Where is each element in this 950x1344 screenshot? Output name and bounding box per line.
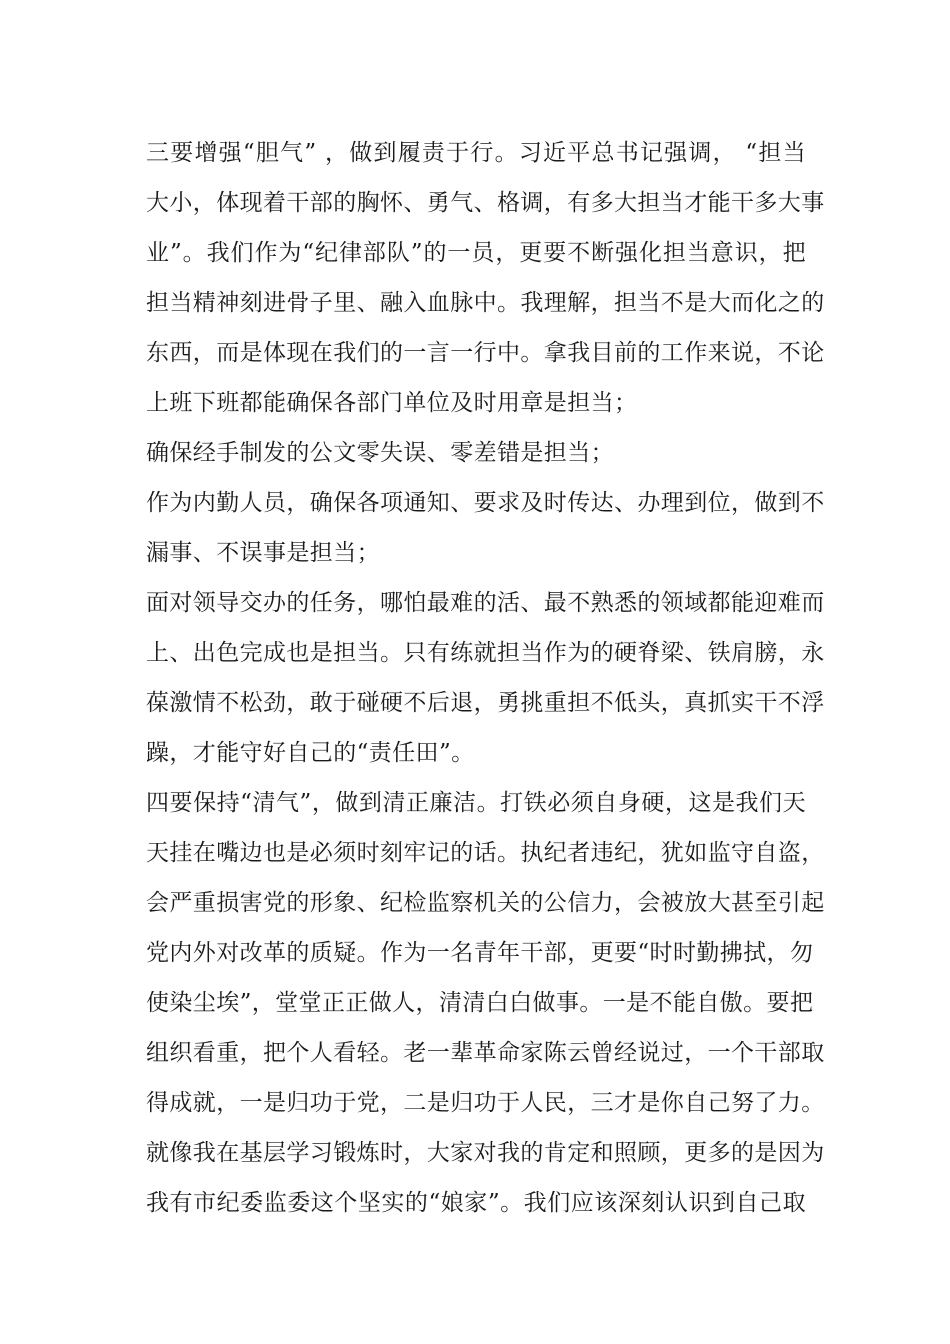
text-line: 我有市纪委监委这个坚实的“娘家”。我们应该深刻认识到自己取 [146,1190,806,1216]
text-line: 确保经手制发的公文零失误、零差错是担当； [146,440,614,466]
text-line: 大小，体现着干部的胸怀、勇气、格调，有多大担当才能干多大事 [146,190,825,216]
text-line: 躁，才能守好自己的“责任田”。 [146,740,475,766]
text-line: 得成就，一是归功于党，二是归功于人民，三才是你自己努了力。 [146,1090,825,1116]
body-text [146,128,825,1228]
text-line: 葆激情不松劲，敢于碰硬不后退，勇挑重担不低头，真抓实干不浮 [146,690,825,716]
text-line: 天挂在嘴边也是必须时刻牢记的话。执纪者违纪，犹如监守自盗， [146,840,825,866]
text-line: 三要增强“胆气” ，做到履责于行。习近平总书记强调， “担当 [146,140,806,166]
text-line: 面对领导交办的任务，哪怕最难的活、最不熟悉的领域都能迎难而 [146,590,825,616]
text-line: 业”。我们作为“纪律部队”的一员，更要不断强化担当意识，把 [146,240,806,266]
text-line: 组织看重，把个人看轻。老一辈革命家陈云曾经说过，一个干部取 [146,1040,825,1066]
text-line: 四要保持“清气”，做到清正廉洁。打铁必须自身硬，这是我们天 [146,790,806,816]
text-line: 上、出色完成也是担当。只有练就担当作为的硬脊梁、铁肩膀，永 [146,640,825,666]
text-line: 党内外对改革的质疑。作为一名青年干部，更要“时时勤拂拭，勿 [146,940,814,966]
text-line: 作为内勤人员，确保各项通知、要求及时传达、办理到位，做到不 [146,490,825,516]
text-line: 担当精神刻进骨子里、融入血脉中。我理解，担当不是大而化之的 [146,290,825,316]
text-line: 就像我在基层学习锻炼时，大家对我的肯定和照顾，更多的是因为 [146,1140,825,1166]
text-line: 东西，而是体现在我们的一言一行中。拿我目前的工作来说，不论 [146,340,825,366]
text-line: 上班下班都能确保各部门单位及时用章是担当； [146,390,638,416]
text-line: 漏事、不误事是担当； [146,540,380,566]
text-line: 使染尘埃”，堂堂正正做人，清清白白做事。一是不能自傲。要把 [146,990,814,1016]
text-line: 会严重损害党的形象、纪检监察机关的公信力，会被放大甚至引起 [146,890,825,916]
